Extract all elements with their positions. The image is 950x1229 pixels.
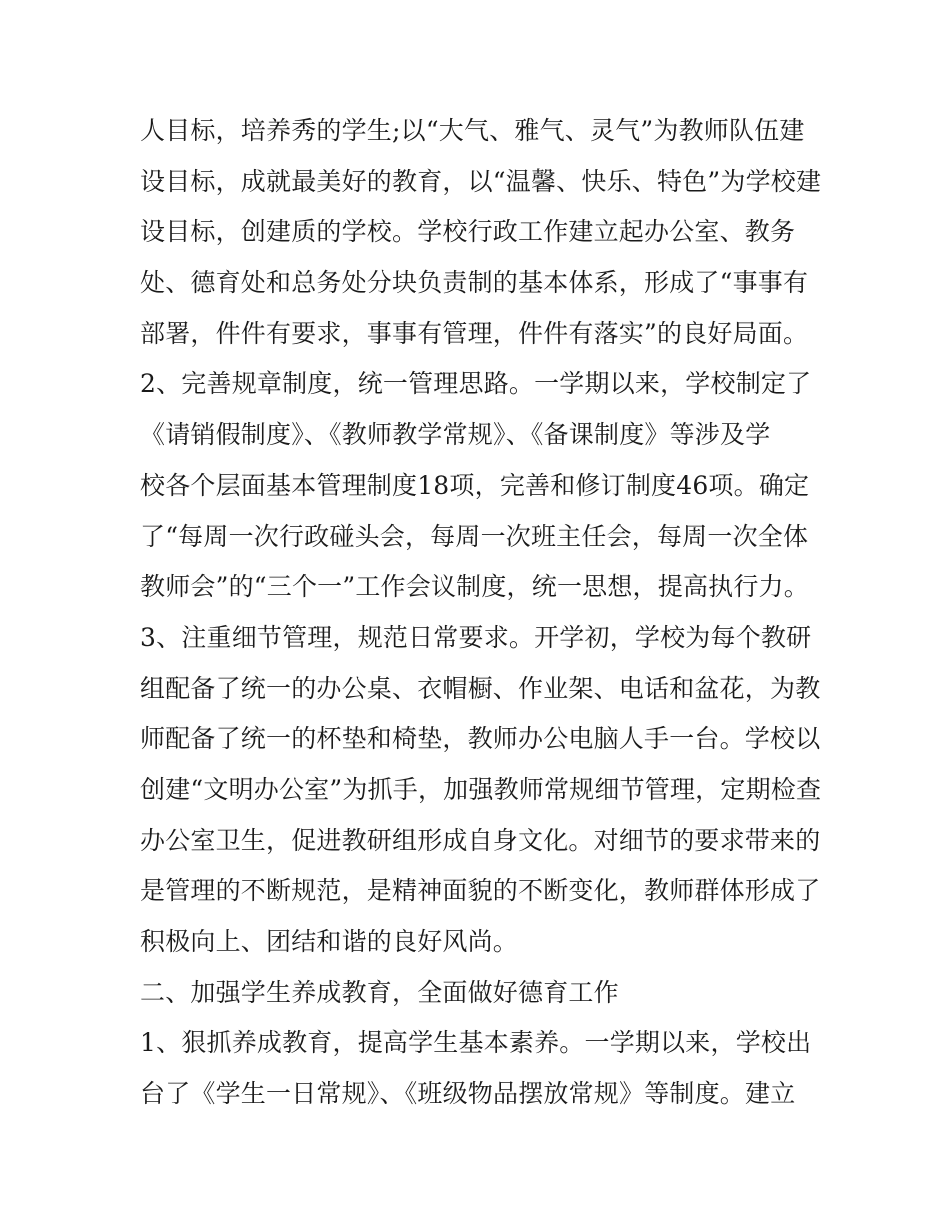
text-line: 2、完善规章制度，统一管理思路。一学期以来，学校制定了 [140, 369, 812, 399]
text-line: 3、注重细节管理，规范日常要求。开学初，学校为每个教研 [140, 622, 812, 652]
text-line: 是管理的不断规范，是精神面貌的不断变化，教师群体形成了 [140, 876, 821, 906]
text-line: 设目标，成就最美好的教育，以“温馨、快乐、特色”为学校建 [140, 166, 822, 196]
text-line: 创建“文明办公室”为抓手，加强教师常规细节管理，定期检查 [140, 774, 822, 804]
text-line: 处、德育处和总务处分块负责制的基本体系，形成了“事事有 [140, 268, 809, 298]
text-line: 师配备了统一的杯垫和椅垫，教师办公电脑人手一台。学校以 [140, 724, 821, 754]
document-body [140, 106, 820, 1120]
text-line: 部署，件件有要求，事事有管理，件件有落实”的良好局面。 [140, 318, 809, 348]
text-line: 校各个层面基本管理制度18项，完善和修订制度46项。确定 [140, 470, 810, 500]
text-line: 教师会”的“三个一”工作会议制度，统一思想，提高执行力。 [140, 572, 809, 602]
section-heading: 二、加强学生养成教育，全面做好德育工作 [140, 977, 619, 1007]
text-line: 组配备了统一的办公桌、衣帽橱、作业架、电话和盆花，为教 [140, 673, 821, 703]
text-line: 办公室卫生，促进教研组形成自身文化。对细节的要求带来的 [140, 825, 821, 855]
text-line: 1、狠抓养成教育，提高学生基本素养。一学期以来，学校出 [140, 1028, 812, 1058]
text-line: 积极向上、团结和谐的良好风尚。 [140, 927, 519, 956]
text-line: 人目标，培养秀的学生;以“大气、雅气、灵气”为教师队伍建 [140, 116, 805, 145]
text-line: 设目标，创建质的学校。学校行政工作建立起办公室、教务 [140, 217, 796, 247]
text-line: 《请销假制度》、《教师教学常规》、《备课制度》等涉及学 [140, 420, 771, 450]
text-line: 台了《学生一日常规》、《班级物品摆放常规》等制度。建立 [140, 1079, 796, 1109]
text-line: 了“每周一次行政碰头会，每周一次班主任会，每周一次全体 [140, 521, 809, 551]
